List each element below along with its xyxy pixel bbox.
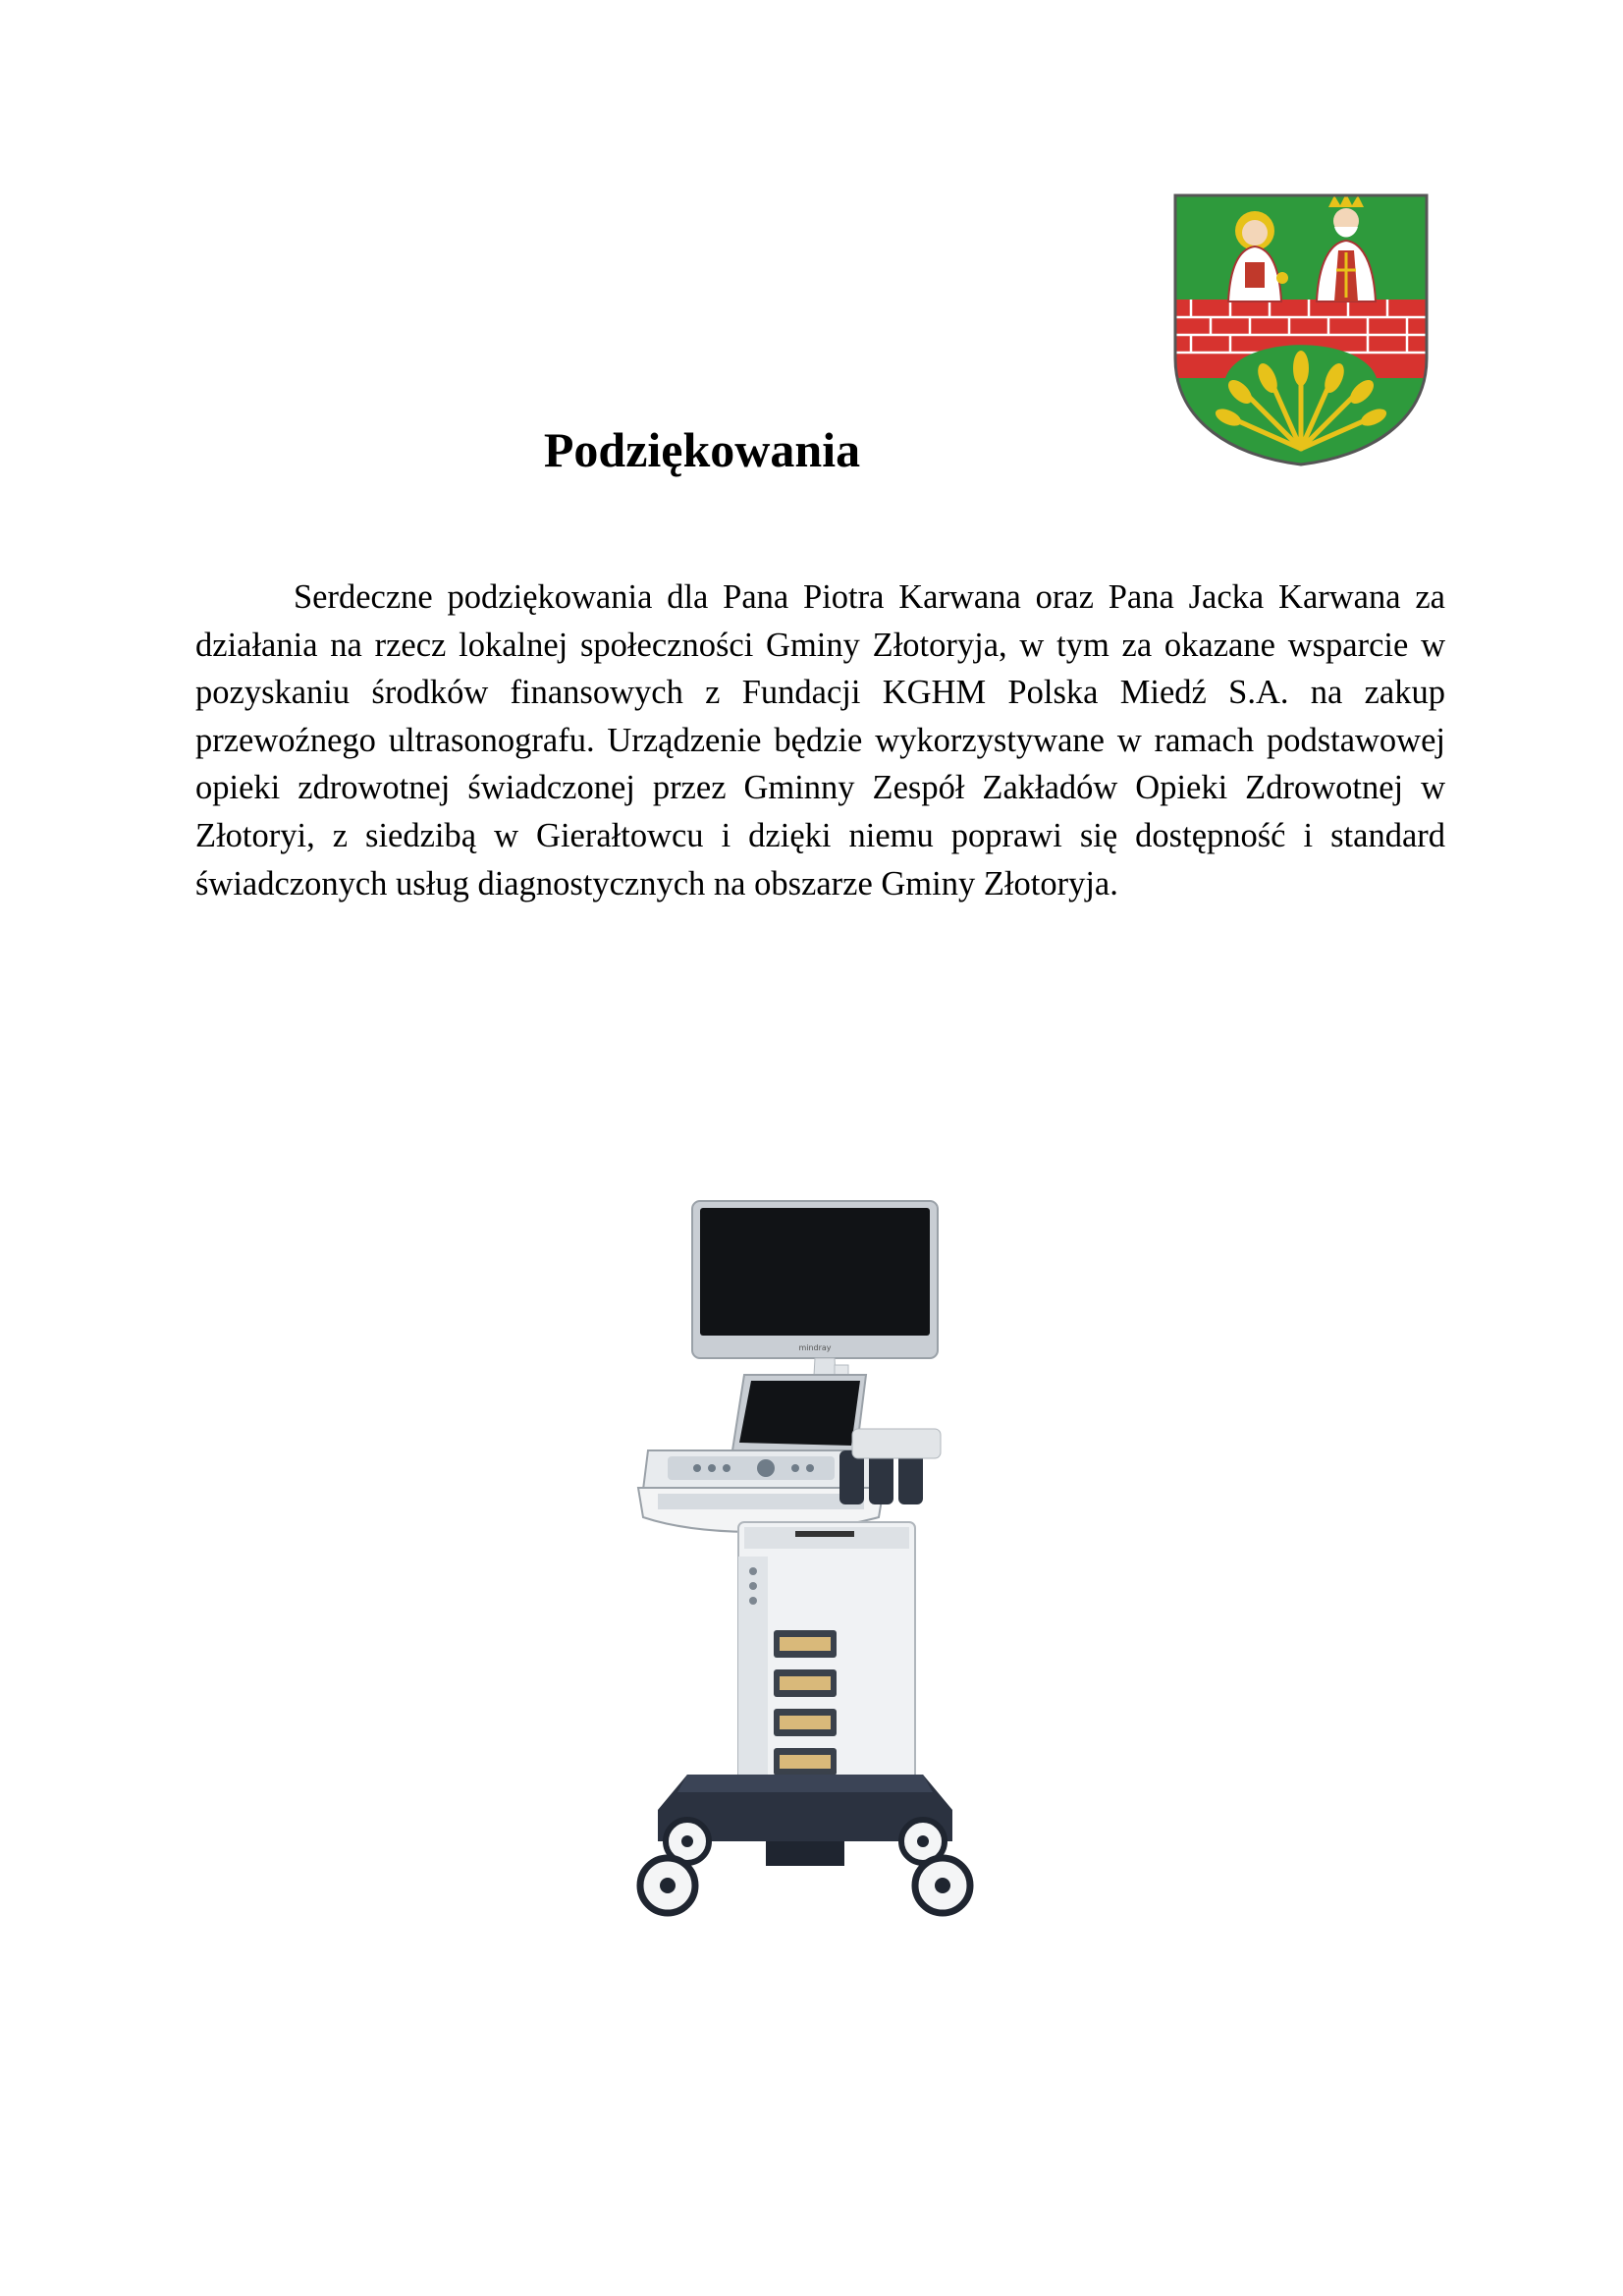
- page-title: Podziękowania: [543, 422, 861, 477]
- body-paragraph: Serdeczne podziękowania dla Pana Piotra Karwana oraz Pana Jacka Karwana za działania na rzecz lokalnej społeczności Gminy Złotoryja, w tym za okazane wsparcie w pozyskaniu środków finansowych z Fundacji KGHM Polska Miedź S.A. na zakup przewoźnego ultrasonografu. Urządzenie będzie wykorzystywane w ramach podstawowej opieki zdrowotnej świadczonej przez Gminny Zespół Zakładów Opieki Zdrowotnej w Złotoryi, z siedzibą w Gierałtowcu i dzięki niemu poprawi się dostępność i standard świadczonych usług diagnostycznych na obszarze Gminy Złotoryja.: [195, 578, 1445, 902]
- ultrasound-machine-icon: [628, 1193, 982, 1920]
- coat-of-arms-icon: [1171, 191, 1431, 468]
- device-brand: mindray: [798, 1343, 832, 1352]
